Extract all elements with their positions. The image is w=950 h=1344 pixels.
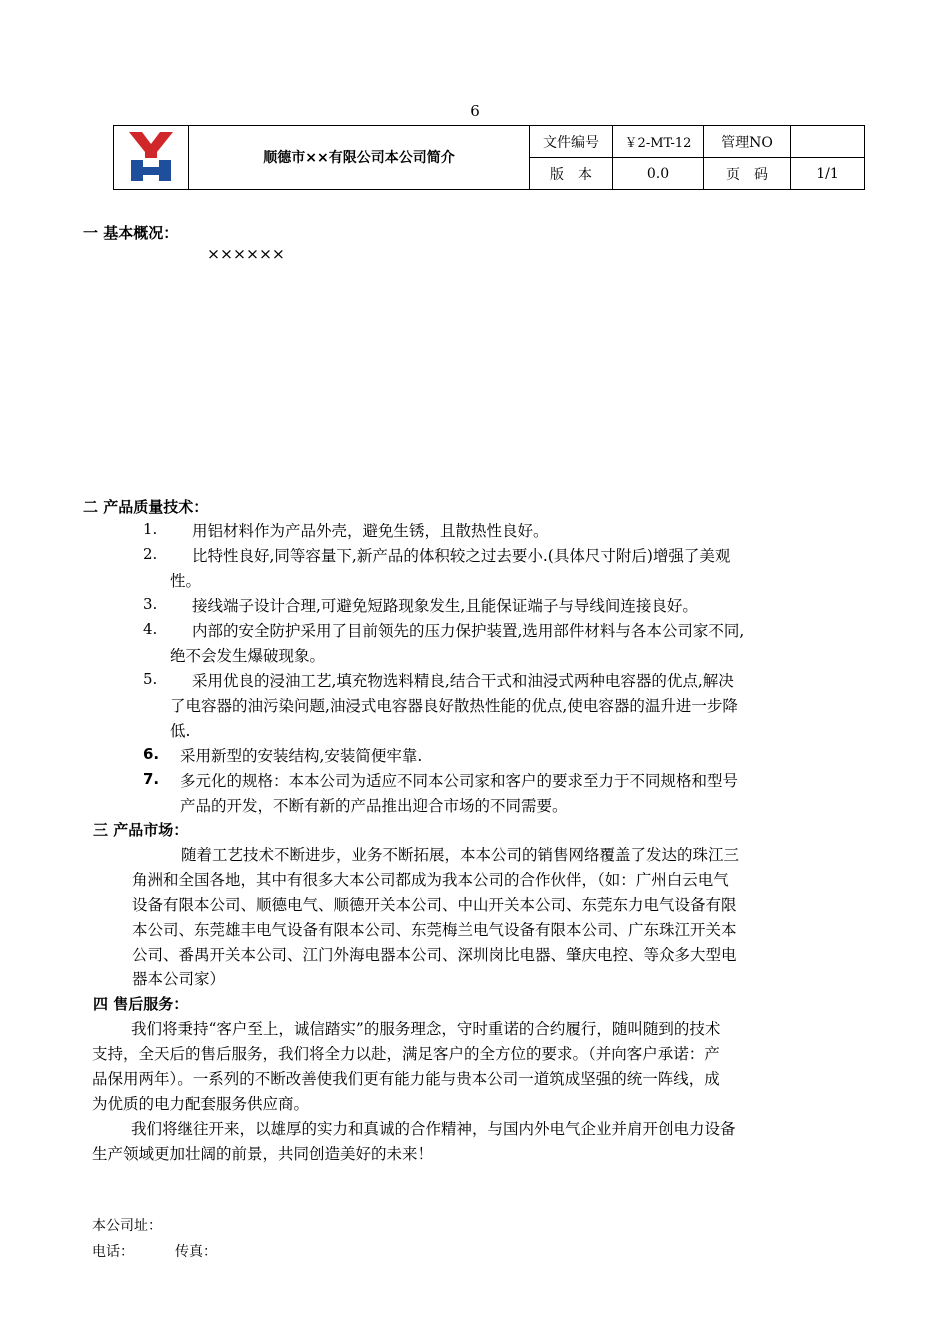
list-item-line: 多元化的规格：本本公司为适应不同本公司家和客户的要求至力于不同规格和型号 xyxy=(180,772,739,790)
service-paragraph-line: 生产领域更加壮阔的前景，共同创造美好的未来！ xyxy=(92,1145,434,1163)
list-item-number: 4. xyxy=(143,620,158,638)
list-item-line: 采用新型的安装结构,安装简便牢靠. xyxy=(180,747,423,765)
list-item-number: 7. xyxy=(143,770,160,788)
page-value: 1/1 xyxy=(791,158,865,190)
page-number: 6 xyxy=(470,102,480,120)
market-paragraph-line: 角洲和全国各地，其中有很多大本公司都成为我本公司的合作伙伴，（如：广州白云电气 xyxy=(132,871,729,889)
list-item-line: 内部的安全防护采用了目前领先的压力保护装置,选用部件材料与各本公司家不同, xyxy=(192,622,745,640)
page-label: 页 码 xyxy=(704,158,791,190)
list-item-number: 2. xyxy=(143,545,158,563)
service-paragraph-line: 我们将继往开来，以雄厚的实力和真诚的合作精神，与国内外电气企业并肩开创电力设备 xyxy=(131,1120,736,1138)
document-title: 顺德市××有限公司本公司简介 xyxy=(189,126,530,190)
service-paragraph-line: 我们将秉持“客户至上，诚信踏实”的服务理念，守时重诺的合约履行，随叫随到的技术 xyxy=(131,1020,721,1038)
list-item-line: 采用优良的浸油工艺,填充物选料精良,结合干式和油浸式两种电容器的优点,解决 xyxy=(192,672,734,690)
list-item-line: 低. xyxy=(170,722,191,740)
list-item-number: 6. xyxy=(143,745,160,763)
doc-no-label: 文件编号 xyxy=(530,126,613,158)
overview-body: ×××××× xyxy=(207,245,285,263)
list-item-line: 性。 xyxy=(170,572,202,590)
company-logo-cell xyxy=(114,126,189,190)
list-item-line: 接线端子设计合理,可避免短路现象发生,且能保证端子与导线间连接良好。 xyxy=(192,597,698,615)
list-item-line: 了电容器的油污染问题,油浸式电容器良好散热性能的优点,使电容器的温升进一步降 xyxy=(170,697,738,715)
list-item-line: 产品的开发，不断有新的产品推出迎合市场的不同需要。 xyxy=(180,797,568,815)
footer-phone-label: 电话： xyxy=(92,1244,134,1260)
list-item-line: 用铝材料作为产品外壳，避免生锈，且散热性良好。 xyxy=(192,522,549,540)
mgmt-no-label: 管理NO xyxy=(704,126,791,158)
section-heading-quality: 二 产品质量技术： xyxy=(83,498,209,516)
market-paragraph-line: 公司、番禺开关本公司、江门外海电器本公司、深圳岗比电器、肇庆电控、等众多大型电 xyxy=(132,946,737,964)
list-item-number: 5. xyxy=(143,670,158,688)
version-value: 0.0 xyxy=(613,158,704,190)
market-paragraph-line: 随着工艺技术不断进步，业务不断拓展，本本公司的销售网络覆盖了发达的珠江三 xyxy=(181,846,740,864)
list-item-number: 3. xyxy=(143,595,158,613)
footer-address-label: 本公司址： xyxy=(92,1218,162,1234)
section-heading-overview: 一 基本概况： xyxy=(83,224,179,242)
company-logo-icon xyxy=(126,129,176,183)
list-item-number: 1. xyxy=(143,520,158,538)
market-paragraph-line: 本公司、东莞雄丰电气设备有限本公司、东莞梅兰电气设备有限本公司、广东珠江开关本 xyxy=(132,921,737,939)
market-paragraph-line: 器本公司家） xyxy=(132,970,226,988)
section-heading-market: 三 产品市场： xyxy=(93,821,189,839)
service-paragraph-line: 支持，全天后的售后服务，我们将全力以赴，满足客户的全方位的要求。（并向客户承诺：产 xyxy=(92,1045,720,1063)
section-heading-service: 四 售后服务： xyxy=(93,995,189,1013)
doc-no-value: ￥2-MT-12 xyxy=(613,126,704,158)
list-item-line: 绝不会发生爆破现象。 xyxy=(170,647,326,665)
service-paragraph-line: 品保用两年）。一系列的不断改善使我们更有能力能与贵本公司一道筑成坚强的统一阵线，成 xyxy=(92,1070,720,1088)
mgmt-no-value xyxy=(791,126,865,158)
version-label: 版 本 xyxy=(530,158,613,190)
document-header-table xyxy=(113,125,865,190)
list-item-line: 比特性良好,同等容量下,新产品的体积较之过去要小.(具体尺寸附后)增强了美观 xyxy=(192,547,731,565)
service-paragraph-line: 为优质的电力配套服务供应商。 xyxy=(92,1095,310,1113)
market-paragraph-line: 设备有限本公司、顺德电气、顺德开关本公司、中山开关本公司、东莞东力电气设备有限 xyxy=(132,896,737,914)
footer-fax-label: 传真： xyxy=(175,1244,217,1260)
